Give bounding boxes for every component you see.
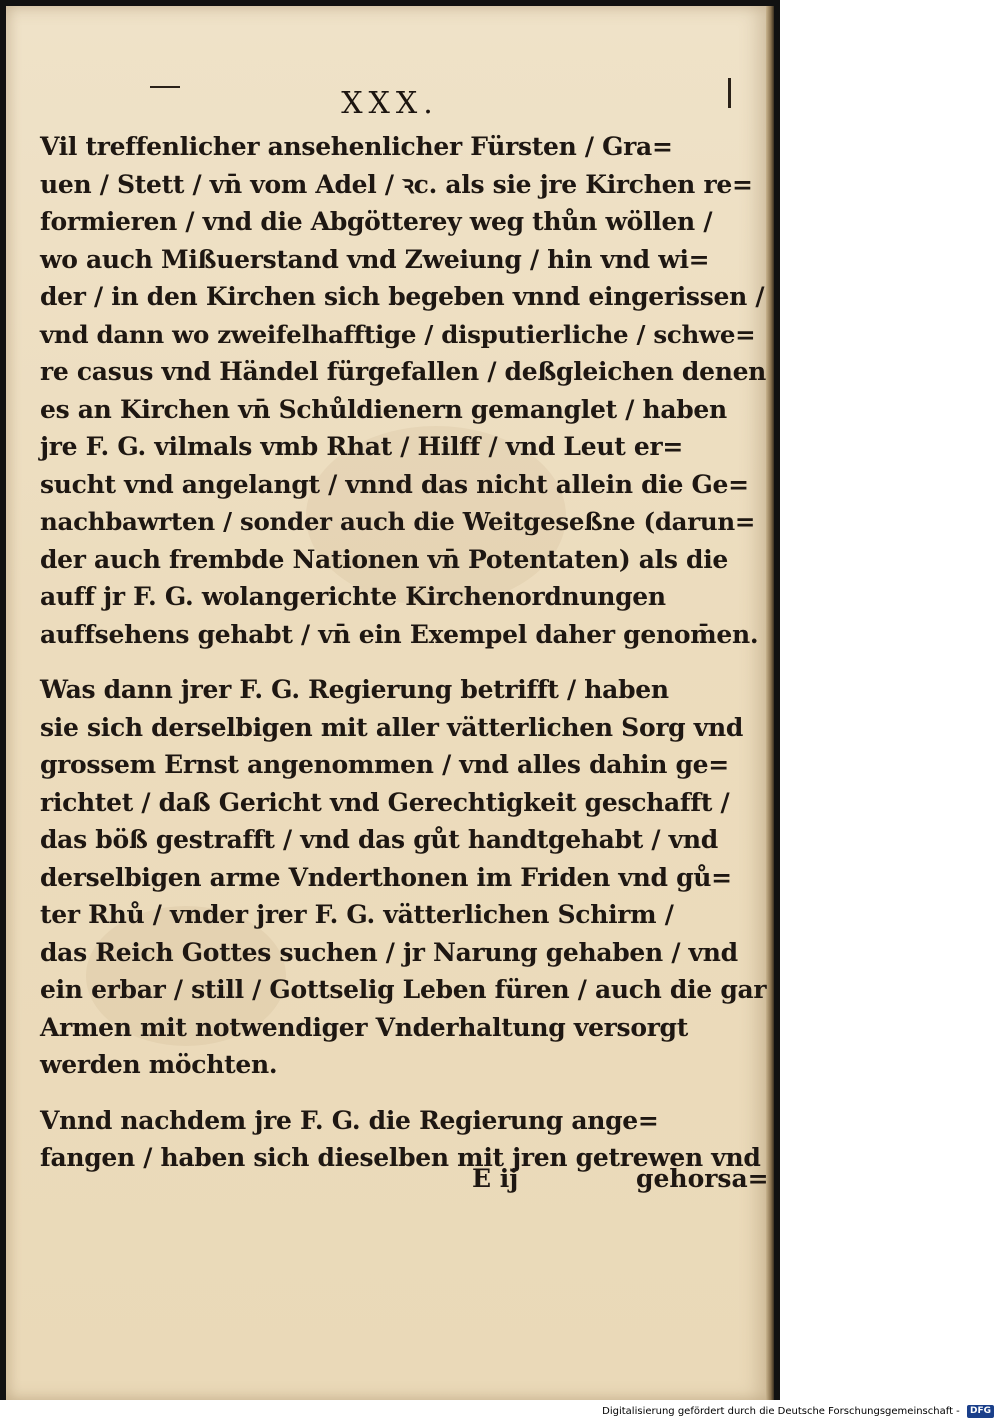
text-line: werden möchten. (40, 1050, 278, 1079)
folio-number: XXX. (341, 86, 439, 121)
text-line: das Reich Gottes suchen / jr Narung gehaben / vnd (40, 937, 738, 967)
text-line: Vnnd nachdem jre F. G. die Regierung ange= (40, 1105, 659, 1135)
dfg-logo: DFG (967, 1405, 994, 1418)
funding-credit: Digitalisierung gefördert durch die Deutsche Forschungsgemeinschaft - (602, 1406, 960, 1417)
paragraph-1 (40, 128, 770, 653)
body-text (40, 128, 770, 1177)
text-line: der / in den Kirchen sich begeben vnnd eingerissen / (40, 282, 765, 311)
text-line: jre F. G. vilmals vmb Rhat / Hilff / vnd Leut er= (40, 432, 683, 461)
text-line: auff jr F. G. wolangerichte Kirchenordnungen (40, 582, 666, 611)
text-line: Was dann jrer F. G. Regierung betrifft / haben (40, 675, 669, 704)
text-line: ein erbar / still / Gottselig Leben füren / auch die gar (40, 975, 767, 1004)
text-line: auffsehens gehabt / vn̄ ein Exempel daher genom̄en. (40, 619, 759, 649)
text-line: formieren / vnd die Abgötterey weg thůn wöllen / (40, 207, 713, 236)
text-line: es an Kirchen vn̄ Schůldienern gemanglet / haben (40, 394, 727, 424)
text-line: sucht vnd angelangt / vnnd das nicht allein die Ge= (40, 469, 749, 499)
text-line: sie sich derselbigen mit aller vätterlichen Sorg vnd (40, 712, 744, 742)
text-line: grossem Ernst angenommen / vnd alles dahin ge= (40, 750, 729, 779)
text-line: re casus vnd Händel fürgefallen / deßgleichen denen (40, 357, 767, 386)
text-line: fangen / haben sich dieselben mit jren getrewen vnd (40, 1143, 761, 1172)
text-line: Armen mit notwendiger Vnderhaltung versorgt (40, 1012, 688, 1042)
text-line: richtet / daß Gericht vnd Gerechtigkeit geschafft / (40, 787, 730, 817)
catchword: gehorsa= (636, 1164, 769, 1193)
text-line: vnd dann wo zweifelhafftige / disputierliche / schwe= (40, 319, 756, 349)
text-line: wo auch Mißuerstand vnd Zweiung / hin vnd wi= (40, 244, 710, 274)
paragraph-2 (40, 671, 770, 1084)
signature-mark: E ij (472, 1164, 519, 1193)
text-line: Vil treffenlicher ansehenlicher Fürsten / Gra= (40, 132, 673, 161)
digitization-footer (0, 1401, 1000, 1422)
text-line: das böß gestrafft / vnd das gůt handtgehabt / vnd (40, 825, 718, 854)
text-line: derselbigen arme Vnderthonen im Friden vnd gů= (40, 862, 732, 892)
signature-row (0, 1164, 780, 1202)
text-line: der auch frembde Nationen vn̄ Potentaten) als die (40, 544, 729, 574)
text-line: ter Rhů / vnder jrer F. G. vätterlichen Schirm / (40, 900, 674, 929)
text-line: nachbawrten / sonder auch die Weitgeseßne (darun= (40, 507, 756, 536)
text-line: uen / Stett / vn̄ vom Adel / ꝛc. als sie jre Kirchen re= (40, 169, 753, 199)
